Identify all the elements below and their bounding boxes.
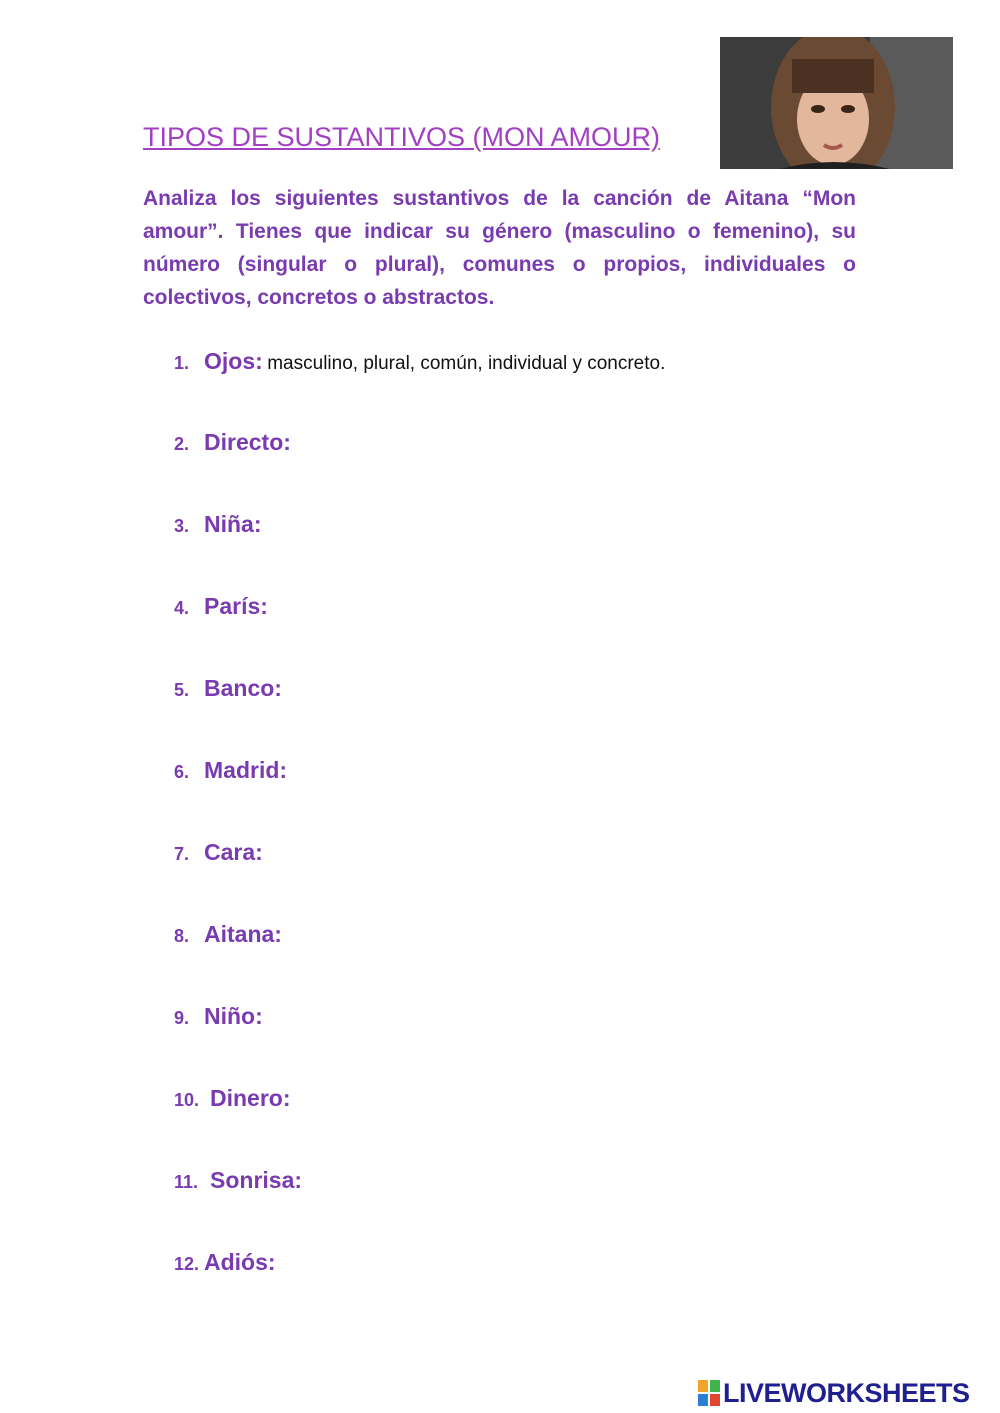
footer-branding: [698, 1376, 970, 1410]
item-number: 12.: [174, 1254, 200, 1274]
item-number: 9.: [174, 1008, 190, 1028]
item-number: 4.: [174, 598, 190, 618]
portrait-image: [720, 37, 953, 169]
item-word: Directo:: [204, 429, 291, 455]
item-word: Banco:: [204, 675, 282, 701]
list-item: [174, 1167, 302, 1194]
item-word: Niña:: [204, 511, 262, 537]
list-item: [174, 1003, 263, 1030]
list-item: [174, 1249, 276, 1276]
item-word: Sonrisa:: [210, 1167, 303, 1193]
item-number: 10.: [174, 1090, 200, 1110]
list-item: [174, 757, 287, 784]
list-item: [174, 675, 282, 702]
item-word: Ojos:: [204, 348, 263, 374]
item-answer[interactable]: masculino, plural, común, individual y concreto.: [267, 353, 666, 374]
item-word: Niño:: [204, 1003, 263, 1029]
item-number: 3.: [174, 516, 190, 536]
brand-name: LIVEWORKSHEETS: [723, 1377, 970, 1408]
item-number: 11.: [174, 1172, 199, 1192]
item-word: Cara:: [204, 839, 263, 865]
list-item: [174, 511, 262, 538]
list-item: [174, 839, 263, 866]
item-number: 2.: [174, 434, 190, 454]
list-item: [174, 1085, 291, 1112]
item-word: Dinero:: [210, 1085, 291, 1111]
instructions-paragraph: Analiza los siguientes sustantivos de la canción de Aitana “Mon amour”. Tienes que indicar su género (masculino o femenino), su número (singular o plural), comunes o propios, individuales o colectivos, concretos o abstractos.: [143, 187, 856, 309]
list-item: [174, 348, 665, 375]
page-title: TIPOS DE SUSTANTIVOS (MON AMOUR): [143, 122, 661, 152]
item-word: París:: [204, 593, 268, 619]
item-word: Adiós:: [204, 1249, 276, 1275]
item-number: 5.: [174, 680, 190, 700]
singer-photo: [720, 37, 953, 169]
list-item: [174, 593, 268, 620]
list-item: [174, 921, 282, 948]
item-number: 6.: [174, 762, 190, 782]
liveworksheets-logo-icon: [698, 1380, 720, 1406]
item-word: Madrid:: [204, 757, 288, 783]
item-word: Aitana:: [204, 921, 282, 947]
item-number: 8.: [174, 926, 190, 946]
item-number: 7.: [174, 844, 190, 864]
list-item: [174, 429, 291, 456]
item-number: 1.: [174, 353, 190, 373]
